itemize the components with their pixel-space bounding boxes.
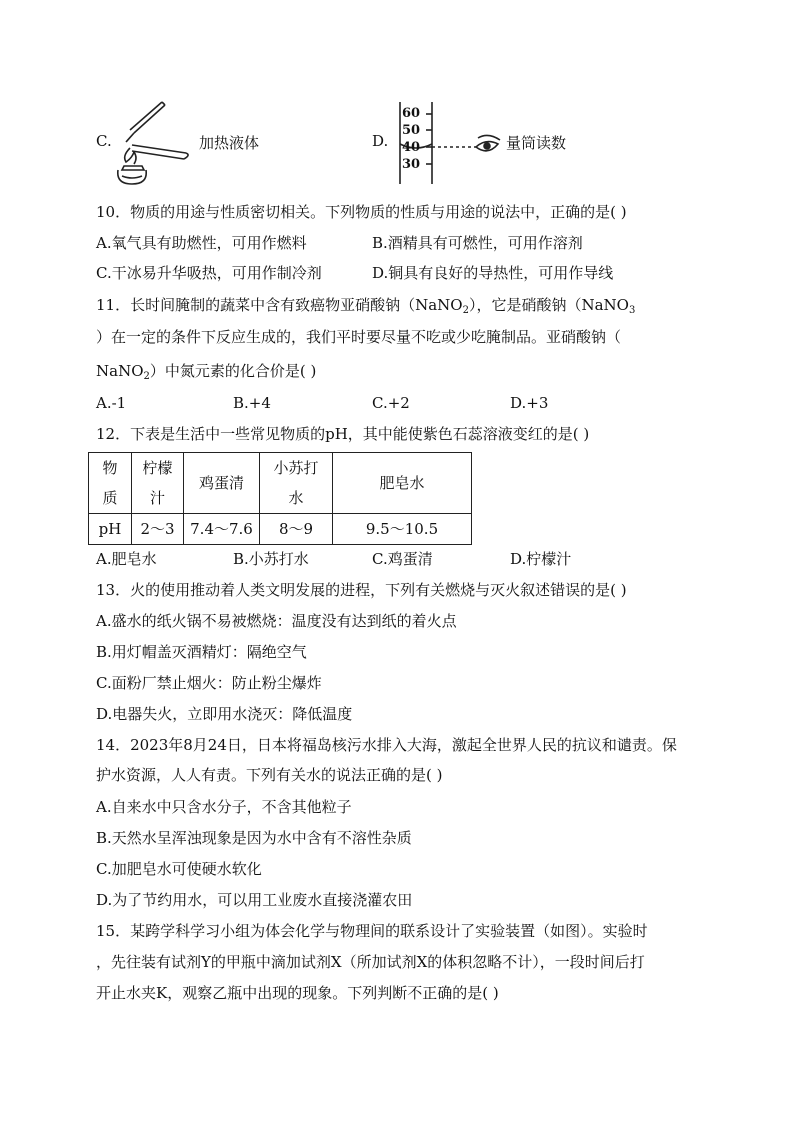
q10-option-a: A.氧气具有助燃性，可用作燃料: [96, 234, 307, 252]
table-row: [89, 514, 472, 545]
table-cell: 鸡蛋清: [184, 453, 260, 514]
option-c-caption: 加热液体: [199, 134, 260, 152]
option-d-caption: 量筒读数: [506, 134, 567, 152]
option-c-letter: C.: [96, 132, 112, 150]
q15-line3: 开止水夹K，观察乙瓶中出现的现象。下列判断不正确的是( ): [96, 984, 499, 1002]
q12-stem: 12．下表是生活中一些常见物质的pH，其中能使紫色石蕊溶液变红的是( ): [96, 425, 590, 443]
q13-option-d: D.电器失火，立即用水浇灭：降低温度: [96, 705, 353, 723]
q15-line1: 15．某跨学科学习小组为体会化学与物理间的联系设计了实验装置（如图）。实验时: [96, 922, 648, 940]
scale-60: 60: [402, 106, 421, 121]
q11-option-b: B.+4: [233, 394, 271, 412]
q14-line2: 护水资源，人人有责。下列有关水的说法正确的是( ): [96, 766, 443, 784]
q14-line1: 14．2023年8月24日，日本将福岛核污水排入大海，激起全世界人民的抗议和谴责。保: [96, 736, 677, 754]
q10-option-d: D.铜具有良好的导热性，可用作导线: [372, 264, 614, 282]
q14-option-c: C.加肥皂水可使硬水软化: [96, 860, 262, 878]
q11-line3: NaNO$_2$）中氮元素的化合价是( ): [96, 362, 317, 382]
scale-50: 50: [402, 123, 421, 138]
table-cell: 8～9: [260, 514, 333, 545]
q14-option-b: B.天然水呈浑浊现象是因为水中含有不溶性杂质: [96, 829, 412, 847]
q12-option-a: A.肥皂水: [96, 550, 157, 568]
table-cell: 柠檬 汁: [132, 453, 184, 514]
table-cell: 肥皂水: [333, 453, 472, 514]
ph-table: [88, 452, 472, 545]
q11-option-d: D.+3: [510, 394, 549, 412]
table-header-row: [89, 453, 472, 514]
q13-option-c: C.面粉厂禁止烟火：防止粉尘爆炸: [96, 674, 322, 692]
q10-stem: 10．物质的用途与性质密切相关。下列物质的性质与用途的说法中，正确的是( ): [96, 203, 627, 221]
q10-option-b: B.酒精具有可燃性，可用作溶剂: [372, 234, 583, 252]
q14-option-d: D.为了节约用水，可以用工业废水直接浇灌农田: [96, 891, 413, 909]
cylinder-scale: [402, 105, 420, 173]
q14-option-a: A.自来水中只含水分子，不含其他粒子: [96, 798, 352, 816]
q12-option-c: C.鸡蛋清: [372, 550, 433, 568]
scale-40: 40: [402, 140, 421, 155]
q11-option-c: C.+2: [372, 394, 410, 412]
table-cell: 9.5～10.5: [333, 514, 472, 545]
table-cell: 小苏打 水: [260, 453, 333, 514]
table-cell: 物 质: [89, 453, 132, 514]
q13-option-a: A.盛水的纸火锅不易被燃烧：温度没有达到纸的着火点: [96, 612, 457, 630]
q10-option-c: C.干冰易升华吸热，可用作制冷剂: [96, 264, 322, 282]
q13-option-b: B.用灯帽盖灭酒精灯：隔绝空气: [96, 643, 307, 661]
q15-line2: ，先往装有试剂Y的甲瓶中滴加试剂X（所加试剂X的体积忽略不计），一段时间后打: [96, 953, 645, 971]
option-d-letter: D.: [372, 132, 389, 150]
q12-option-b: B.小苏打水: [233, 550, 309, 568]
table-cell: 7.4～7.6: [184, 514, 260, 545]
q13-stem: 13．火的使用推动着人类文明发展的进程，下列有关燃烧与灭火叙述错误的是( ): [96, 581, 627, 599]
table-cell: 2～3: [132, 514, 184, 545]
q11-option-a: A.-1: [96, 394, 127, 412]
q11-line1: 11．长时间腌制的蔬菜中含有致癌物亚硝酸钠（NaNO$_2$），它是硝酸钠（NaNO$_3$: [96, 296, 636, 316]
heating-liquid-illustration: [112, 100, 196, 186]
q11-line2: ）在一定的条件下反应生成的，我们平时要尽量不吃或少吃腌制品。亚硝酸钠（: [96, 328, 622, 346]
q12-option-d: D.柠檬汁: [510, 550, 572, 568]
scale-30: 30: [402, 157, 421, 172]
table-cell: pH: [89, 514, 132, 545]
